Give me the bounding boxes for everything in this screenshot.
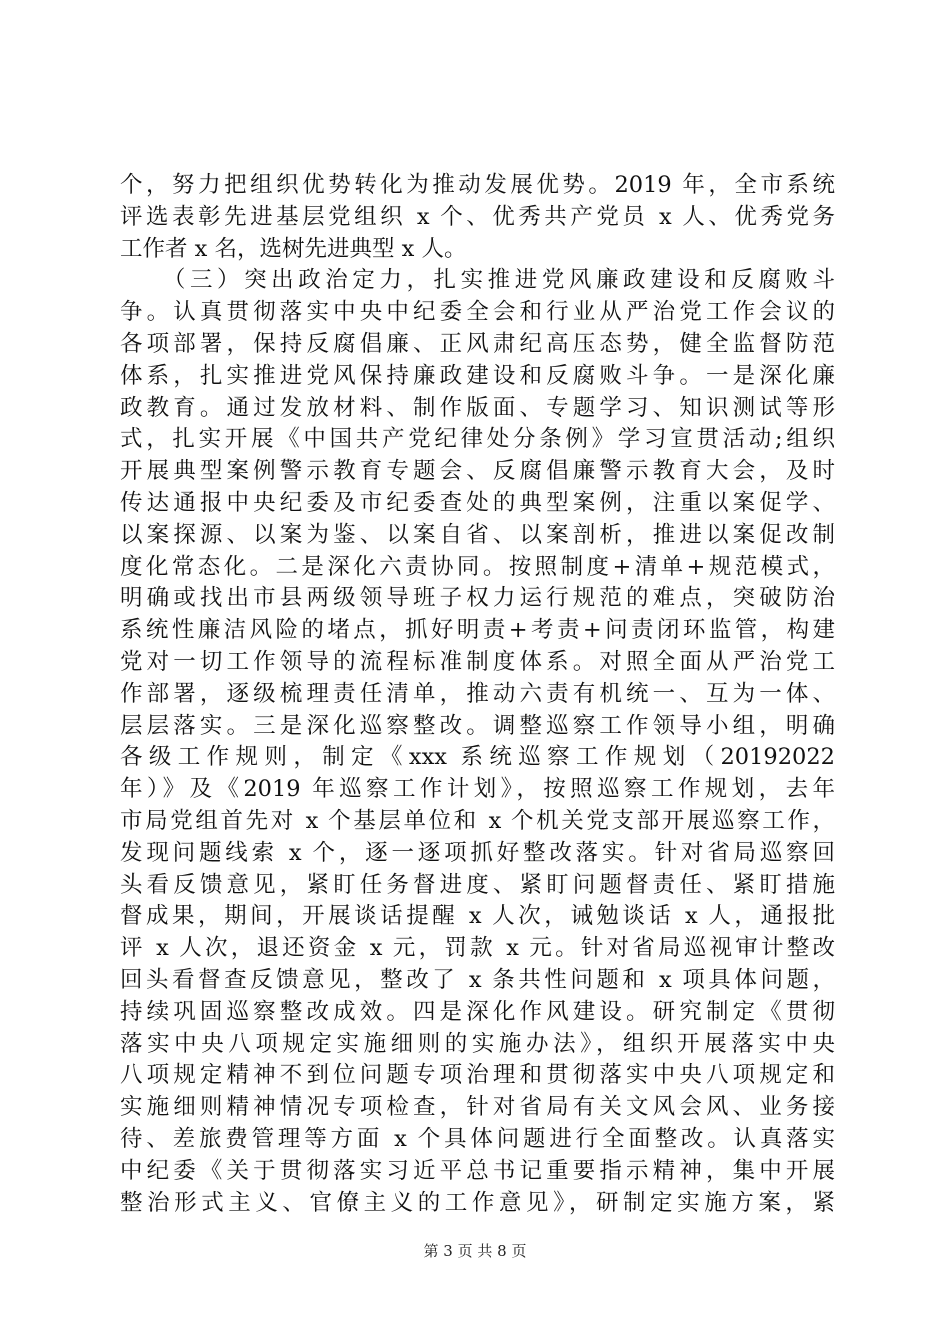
page-number-footer: 第 3 页 共 8 页 [423,1242,527,1260]
text-line: 体系，扎实推进党风保持廉政建设和反腐败斗争。一是深化廉 [120,362,835,389]
text-line: 作部署，逐级梳理责任清单，推动六责有机统一、互为一体、 [120,680,835,707]
text-line: 整治形式主义、官僚主义的工作意见》，研制定实施方案，紧 [120,1189,835,1216]
text-line: 各级工作规则，制定《xxx 系统巡察工作规划（20192022 [120,744,835,771]
text-line: 评 x 人次，退还资金 x 元，罚款 x 元。针对省局巡视审计整改 [120,935,835,962]
text-line: 工作者 x 名，选树先进典型 x 人。 [120,235,467,262]
text-line: 党对一切工作领导的流程标准制度体系。对照全面从严治党工 [120,648,835,675]
text-line: 度化常态化。二是深化六责协同。按照制度+清单+规范模式， [120,553,835,580]
text-line: 系统性廉洁风险的堵点，抓好明责+考责+问责闭环监管，构建 [120,617,835,644]
text-line: 头看反馈意见，紧盯任务督进度、紧盯问题督责任、紧盯措施 [120,871,835,898]
text-line: 落实中央八项规定实施细则的实施办法》，组织开展落实中央 [120,1030,835,1057]
text-line: 实施细则精神情况专项检查，针对省局有关文风会风、业务接 [120,1094,835,1121]
text-line: 明确或找出市县两级领导班子权力运行规范的难点，突破防治 [120,585,835,612]
text-line: 以案探源、以案为鉴、以案自省、以案剖析，推进以案促改制 [120,521,835,548]
text-line: 式，扎实开展《中国共产党纪律处分条例》学习宣贯活动;组织 [120,426,835,453]
text-line: 发现问题线索 x 个，逐一逐项抓好整改落实。针对省局巡察回 [120,839,835,866]
text-line: 待、差旅费管理等方面 x 个具体问题进行全面整改。认真落实 [120,1125,835,1152]
text-line: 争。认真贯彻落实中央中纪委全会和行业从严治党工作会议的 [120,299,835,326]
text-line: 八项规定精神不到位问题专项治理和贯彻落实中央八项规定和 [120,1062,835,1089]
text-line: 年）》及《2019 年巡察工作计划》，按照巡察工作规划，去年 [120,776,835,803]
text-line: 各项部署，保持反腐倡廉、正风肃纪高压态势，健全监督防范 [120,330,835,357]
text-line: 开展典型案例警示教育专题会、反腐倡廉警示教育大会，及时 [120,458,835,485]
text-line: 中纪委《关于贯彻落实习近平总书记重要指示精神，集中开展 [120,1157,835,1184]
text-line: 市局党组首先对 x 个基层单位和 x 个机关党支部开展巡察工作， [120,807,835,834]
text-line: 评选表彰先进基层党组织 x 个、优秀共产党员 x 人、优秀党务 [120,203,835,230]
text-line: 督成果，期间，开展谈话提醒 x 人次，诫勉谈话 x 人，通报批 [120,903,835,930]
text-line: 传达通报中央纪委及市纪委查处的典型案例，注重以案促学、 [120,489,835,516]
text-line: 持续巩固巡察整改成效。四是深化作风建设。研究制定《贯彻 [120,998,835,1025]
text-line: 层层落实。三是深化巡察整改。调整巡察工作领导小组，明确 [120,712,835,739]
text-line: 回头看督查反馈意见，整改了 x 条共性问题和 x 项具体问题， [120,966,835,993]
body-text [120,170,835,1219]
text-line: （三）突出政治定力，扎实推进党风廉政建设和反腐败斗 [120,267,835,294]
text-line: 政教育。通过发放材料、制作版面、专题学习、知识测试等形 [120,394,835,421]
text-line: 个，努力把组织优势转化为推动发展优势。2019 年，全市系统 [120,172,835,198]
